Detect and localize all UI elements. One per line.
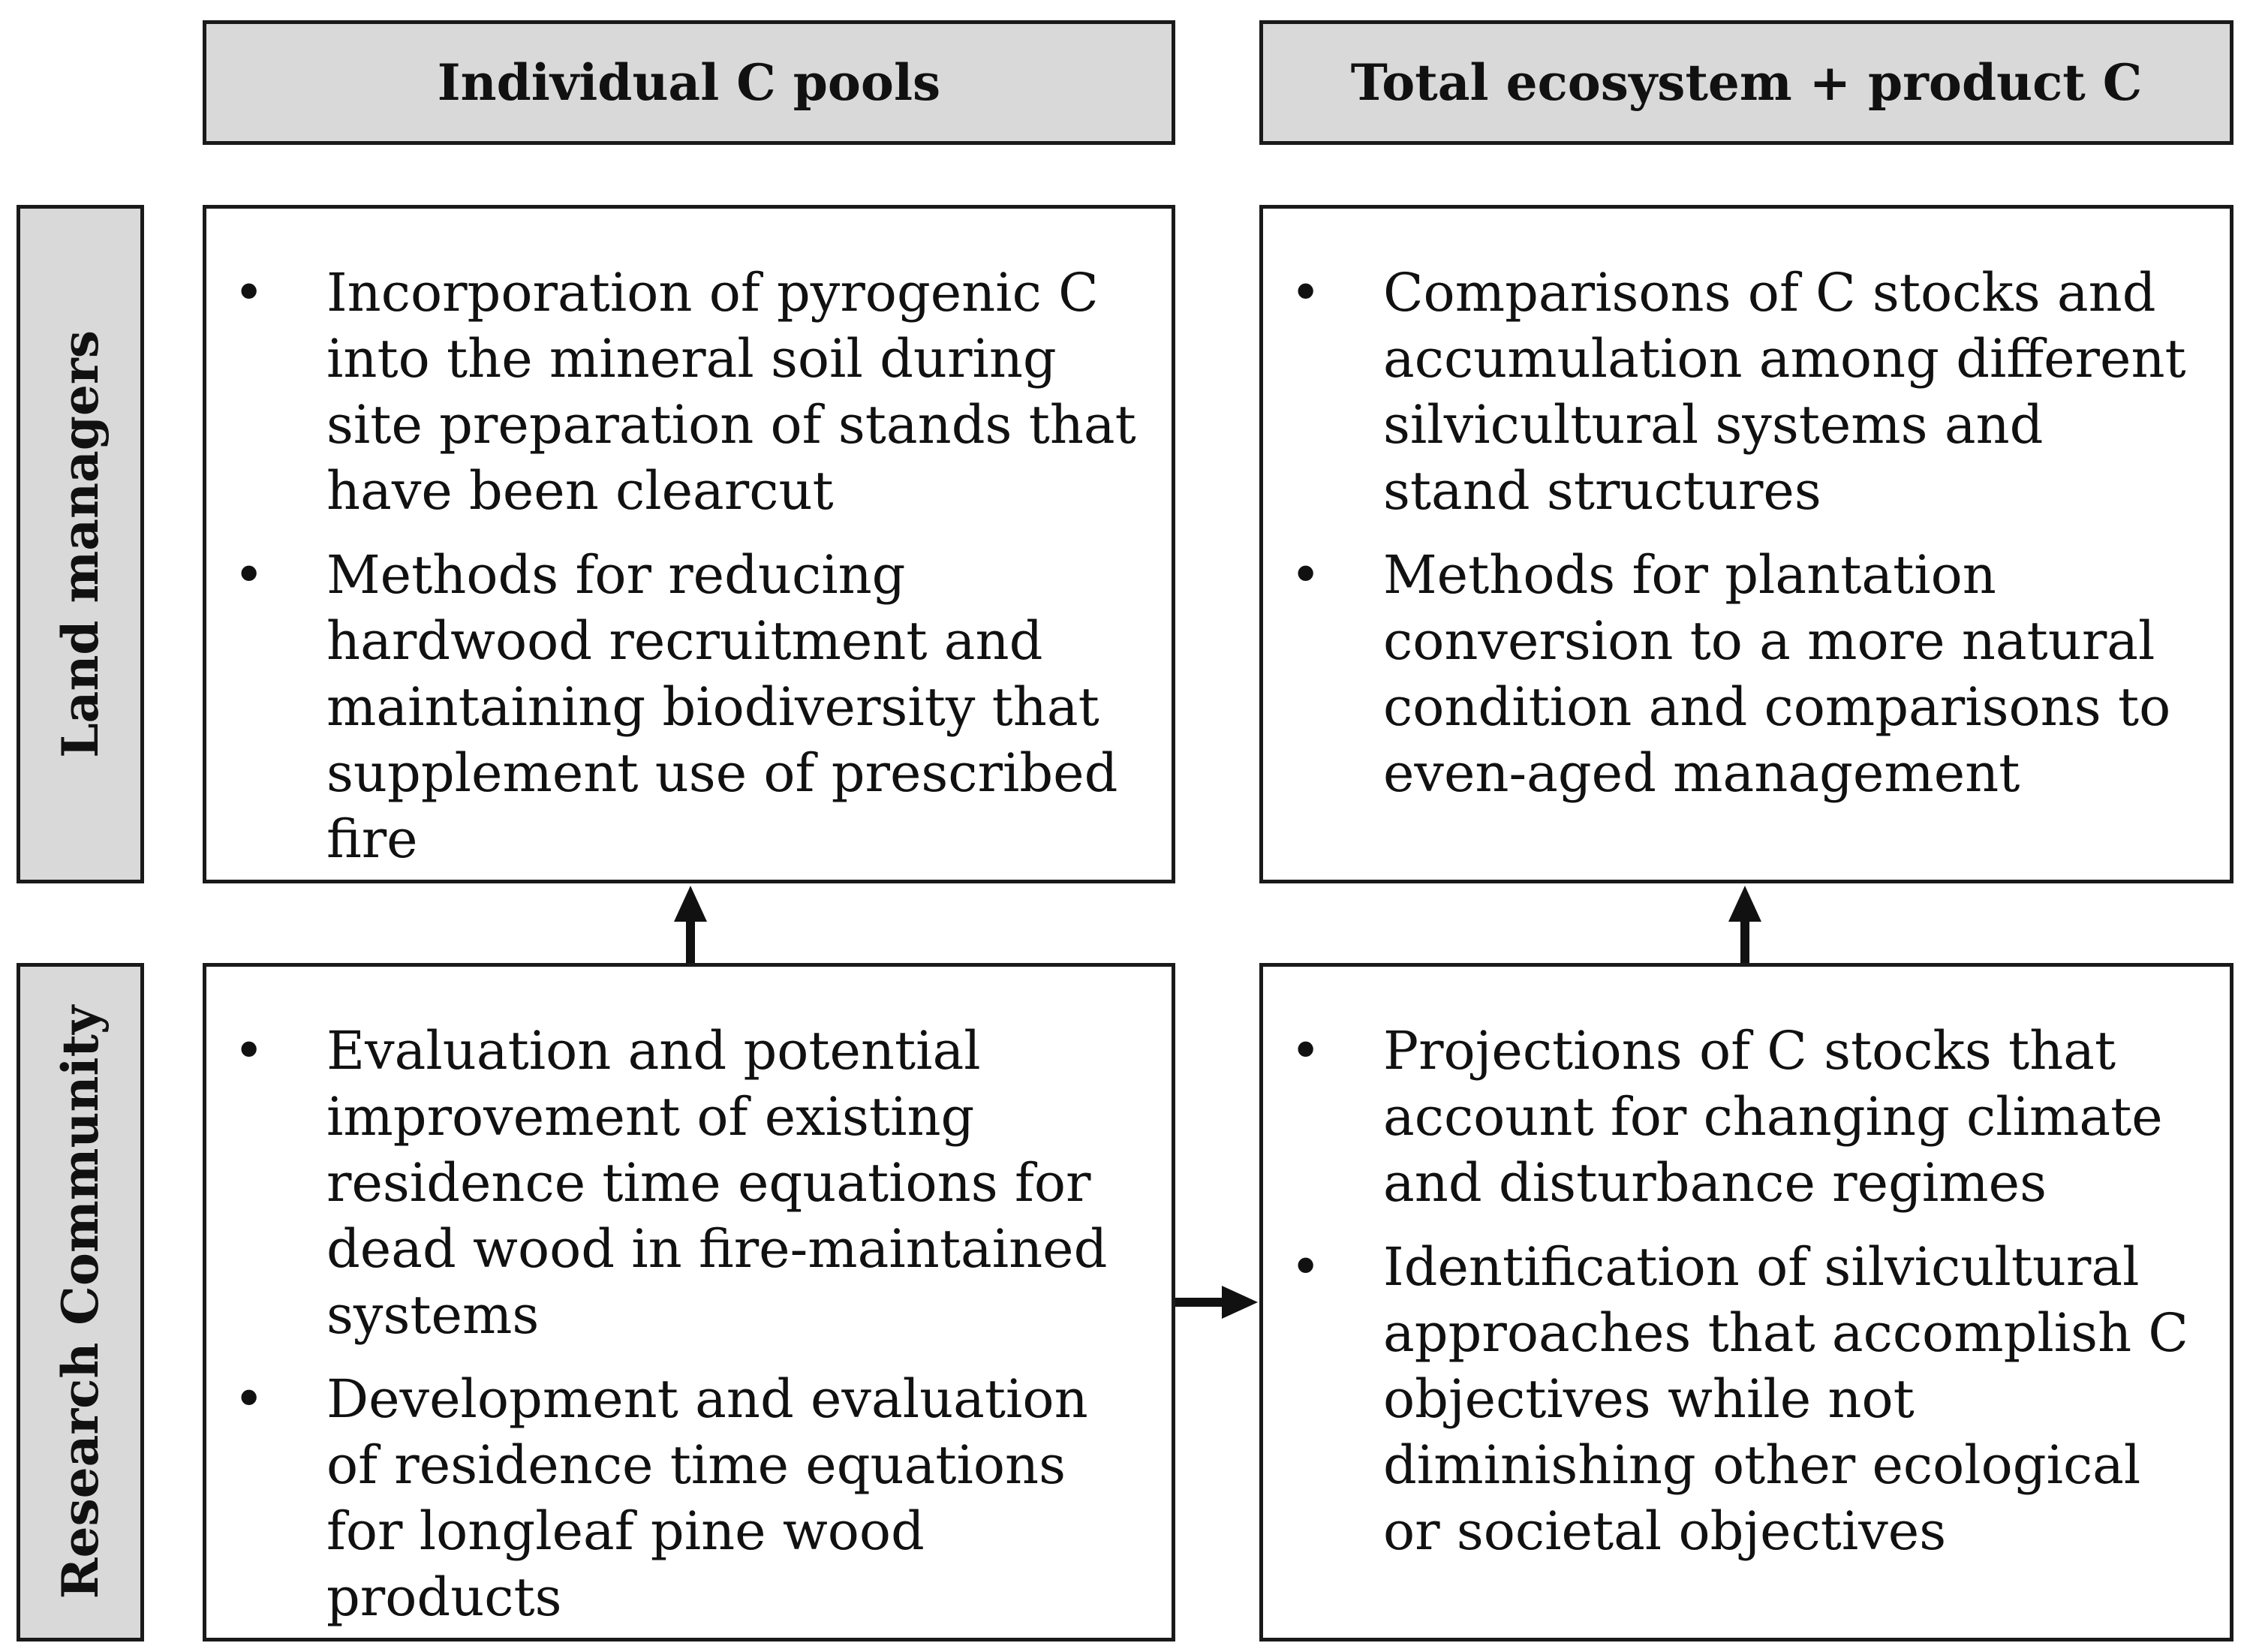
bullet-icon: • [1290,1020,1322,1082]
bullet-icon: • [1290,544,1322,606]
bullet-icon: • [1290,1236,1322,1298]
arrow-right-middle [1175,1286,1258,1319]
bullet-item: • Evaluation and potential improvement of existing residence time equations for dead wood in fire-maintained systems [206,1018,1172,1348]
bullet-icon: • [1290,262,1322,323]
column-header-label: Total ecosystem + product C [1350,53,2143,112]
bullet-icon: • [233,544,265,606]
row-label-text: Research Community [51,1005,110,1599]
arrow-up-left [674,886,707,963]
bullet-item: • Incorporation of pyrogenic C into the mineral soil during site preparation of stands that have been clearcut [206,260,1172,524]
bullet-item: • Methods for plantation conversion to a more natural condition and comparisons to even-aged management [1263,542,2230,806]
bullet-icon: • [233,1020,265,1082]
bullet-item: • Projections of C stocks that account for changing climate and disturbance regimes [1263,1018,2230,1216]
bullet-item: • Identification of silvicultural approaches that accomplish C objectives while not diminishing other ecological or societal objectives [1263,1234,2230,1564]
bullet-icon: • [233,1368,265,1430]
bullet-icon: • [233,262,265,323]
bullet-item: • Development and evaluation of residence time equations for longleaf pine wood products [206,1366,1172,1630]
bullet-item: • Comparisons of C stocks and accumulation among different silvicultural systems and stand structures [1263,260,2230,524]
arrow-up-right [1728,886,1761,963]
row-label-text: Land managers [51,330,110,758]
column-header-label: Individual C pools [437,53,941,112]
bullet-item: • Methods for reducing hardwood recruitment and maintaining biodiversity that supplement use of prescribed fire [206,542,1172,872]
